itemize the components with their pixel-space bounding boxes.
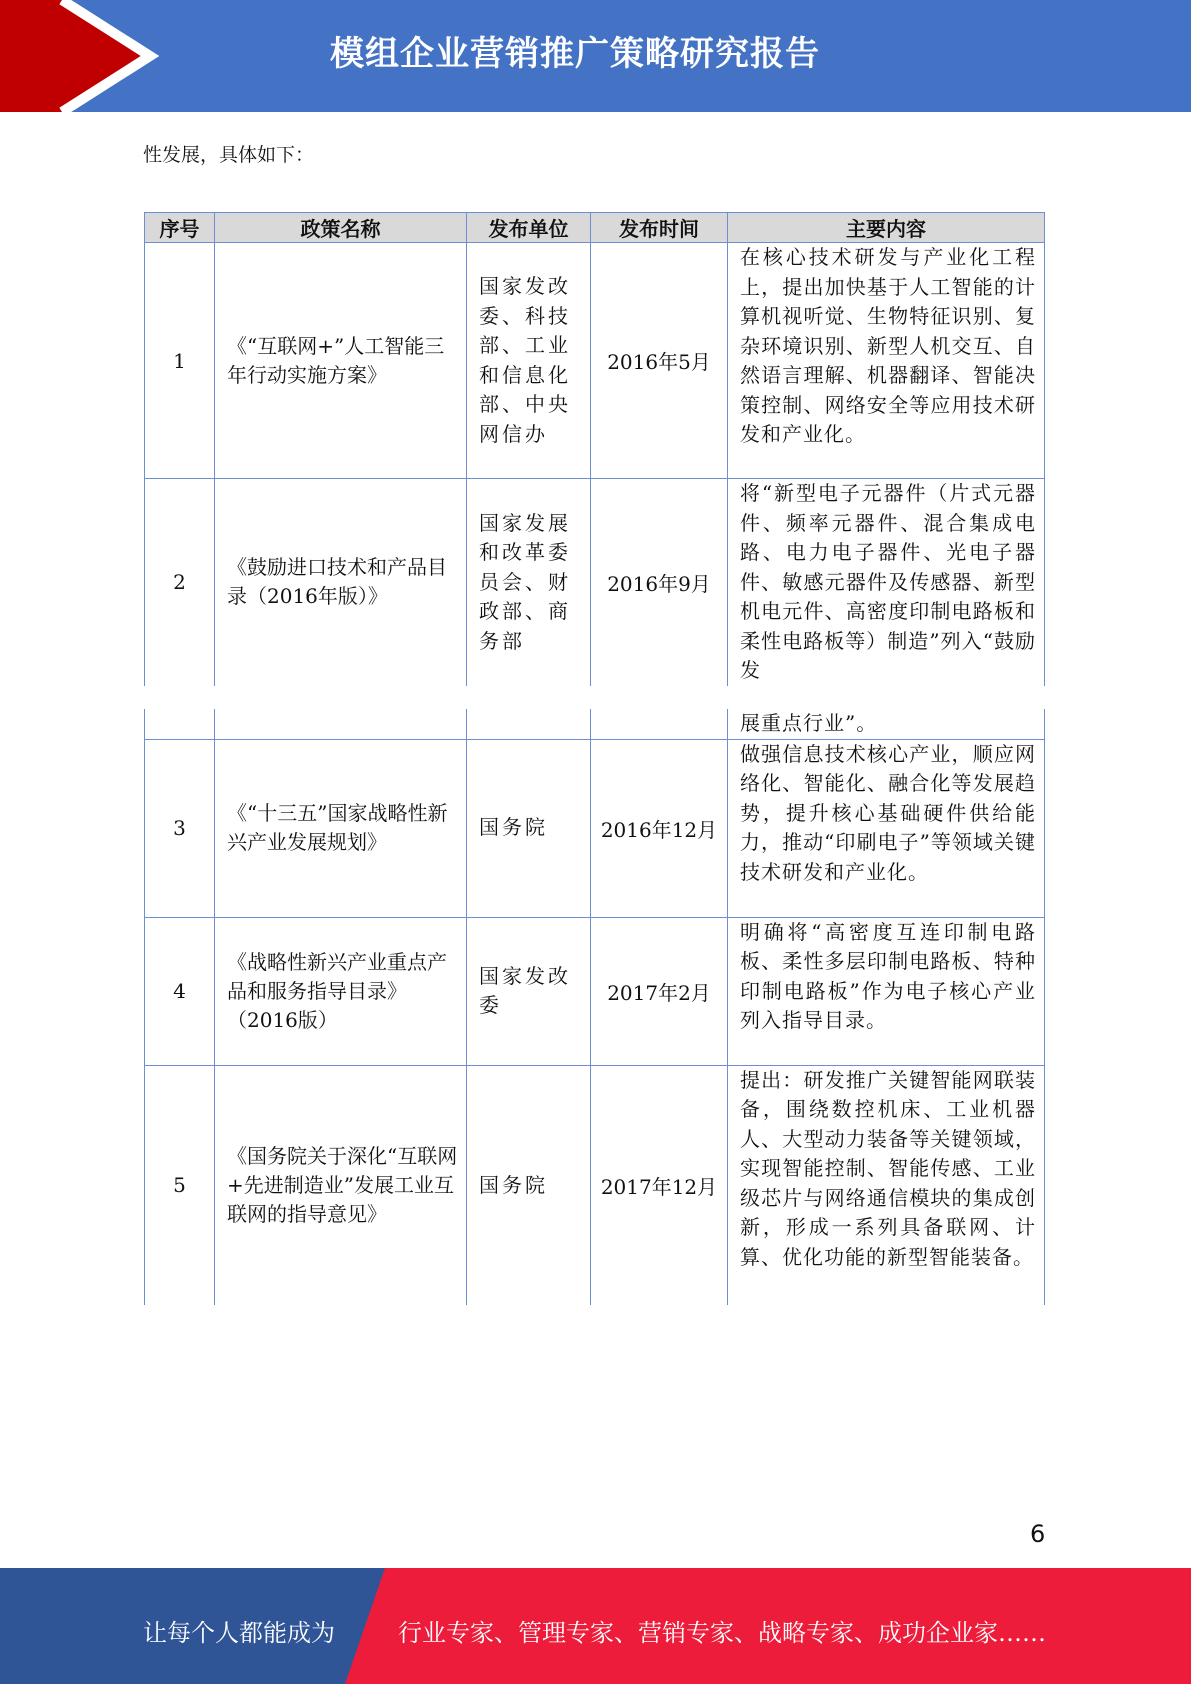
- empty-cell: [591, 709, 728, 739]
- header-date: 发布时间: [591, 213, 728, 243]
- table-row: [145, 243, 1045, 479]
- page-number: 6: [1030, 1520, 1046, 1548]
- table-row: [145, 917, 1045, 1065]
- row-date: 2016年9月: [591, 479, 728, 686]
- row-publisher: 国家发展和改革委员会、财政部、商务部: [467, 479, 591, 686]
- row-policy-name: 《战略性新兴产业重点产品和服务指导目录》（2016版）: [215, 917, 467, 1065]
- page-header: [0, 0, 1191, 112]
- header-name: 政策名称: [215, 213, 467, 243]
- row-publisher: 国务院: [467, 1065, 591, 1305]
- row-date: 2016年5月: [591, 243, 728, 479]
- row-publisher: 国家发改委、科技部、工业和信息化部、中央网信办: [467, 243, 591, 479]
- report-title: 模组企业营销推广策略研究报告: [330, 34, 820, 74]
- table-row: [145, 709, 1045, 739]
- footer-slogan-right: 行业专家、管理专家、营销专家、战略专家、成功企业家……: [398, 1619, 1046, 1647]
- page-footer: [0, 1568, 1191, 1684]
- row-date: 2017年2月: [591, 917, 728, 1065]
- row-content: 明确将“高密度互连印制电路板、柔性多层印制电路板、特种印制电路板”作为电子核心产业列入指导目录。: [728, 917, 1045, 1065]
- row-content: 将“新型电子元器件（片式元器件、频率元器件、混合集成电路、电力电子器件、光电子器件、敏感元器件及传感器、新型机电元件、高密度印制电路板和柔性电路板等）制造”列入“鼓励发: [728, 479, 1045, 686]
- row-policy-name: 《国务院关于深化“互联网+先进制造业”发展工业互联网的指导意见》: [215, 1065, 467, 1305]
- row-policy-name: 《鼓励进口技术和产品目录（2016年版）》: [215, 479, 467, 686]
- row-content: 在核心技术研发与产业化工程上，提出加快基于人工智能的计算机视听觉、生物特征识别、复杂环境识别、新型人机交互、自然语言理解、机器翻译、智能决策控制、网络安全等应用技术研发和产业化。: [728, 243, 1045, 479]
- row-content: 提出：研发推广关键智能网联装备，围绕数控机床、工业机器人、大型动力装备等关键领域，实现智能控制、智能传感、工业级芯片与网络通信模块的集成创新，形成一系列具备联网、计算、优化功能的新型智能装备。: [728, 1065, 1045, 1305]
- policy-table: [144, 212, 1045, 686]
- row-date: 2017年12月: [591, 1065, 728, 1305]
- empty-cell: [215, 709, 467, 739]
- footer-slogan-left: 让每个人都能成为: [143, 1619, 335, 1647]
- row-seq: 3: [145, 739, 215, 917]
- empty-cell: [145, 709, 215, 739]
- row-date: 2016年12月: [591, 739, 728, 917]
- table-row: [145, 1065, 1045, 1305]
- table-row: [145, 479, 1045, 686]
- intro-text: 性发展，具体如下：: [143, 144, 315, 166]
- row-content: 做强信息技术核心产业，顺应网络化、智能化、融合化等发展趋势，提升核心基础硬件供给能力，推动“印刷电子”等领域关键技术研发和产业化。: [728, 739, 1045, 917]
- row-policy-name: 《“互联网+”人工智能三年行动实施方案》: [215, 243, 467, 479]
- table-row: [145, 739, 1045, 917]
- empty-cell: [467, 709, 591, 739]
- row-seq: 2: [145, 479, 215, 686]
- row-publisher: 国家发改委: [467, 917, 591, 1065]
- row-seq: 5: [145, 1065, 215, 1305]
- row-seq: 4: [145, 917, 215, 1065]
- row-publisher: 国务院: [467, 739, 591, 917]
- header-org: 发布单位: [467, 213, 591, 243]
- header-seq: 序号: [145, 213, 215, 243]
- table-header-row: [145, 213, 1045, 243]
- policy-table-continued: [144, 709, 1045, 1305]
- row-seq: 1: [145, 243, 215, 479]
- header-red-arrow: [0, 0, 150, 112]
- row-content-continued: 展重点行业”。: [728, 709, 1045, 739]
- row-policy-name: 《“十三五”国家战略性新兴产业发展规划》: [215, 739, 467, 917]
- header-content: 主要内容: [728, 213, 1045, 243]
